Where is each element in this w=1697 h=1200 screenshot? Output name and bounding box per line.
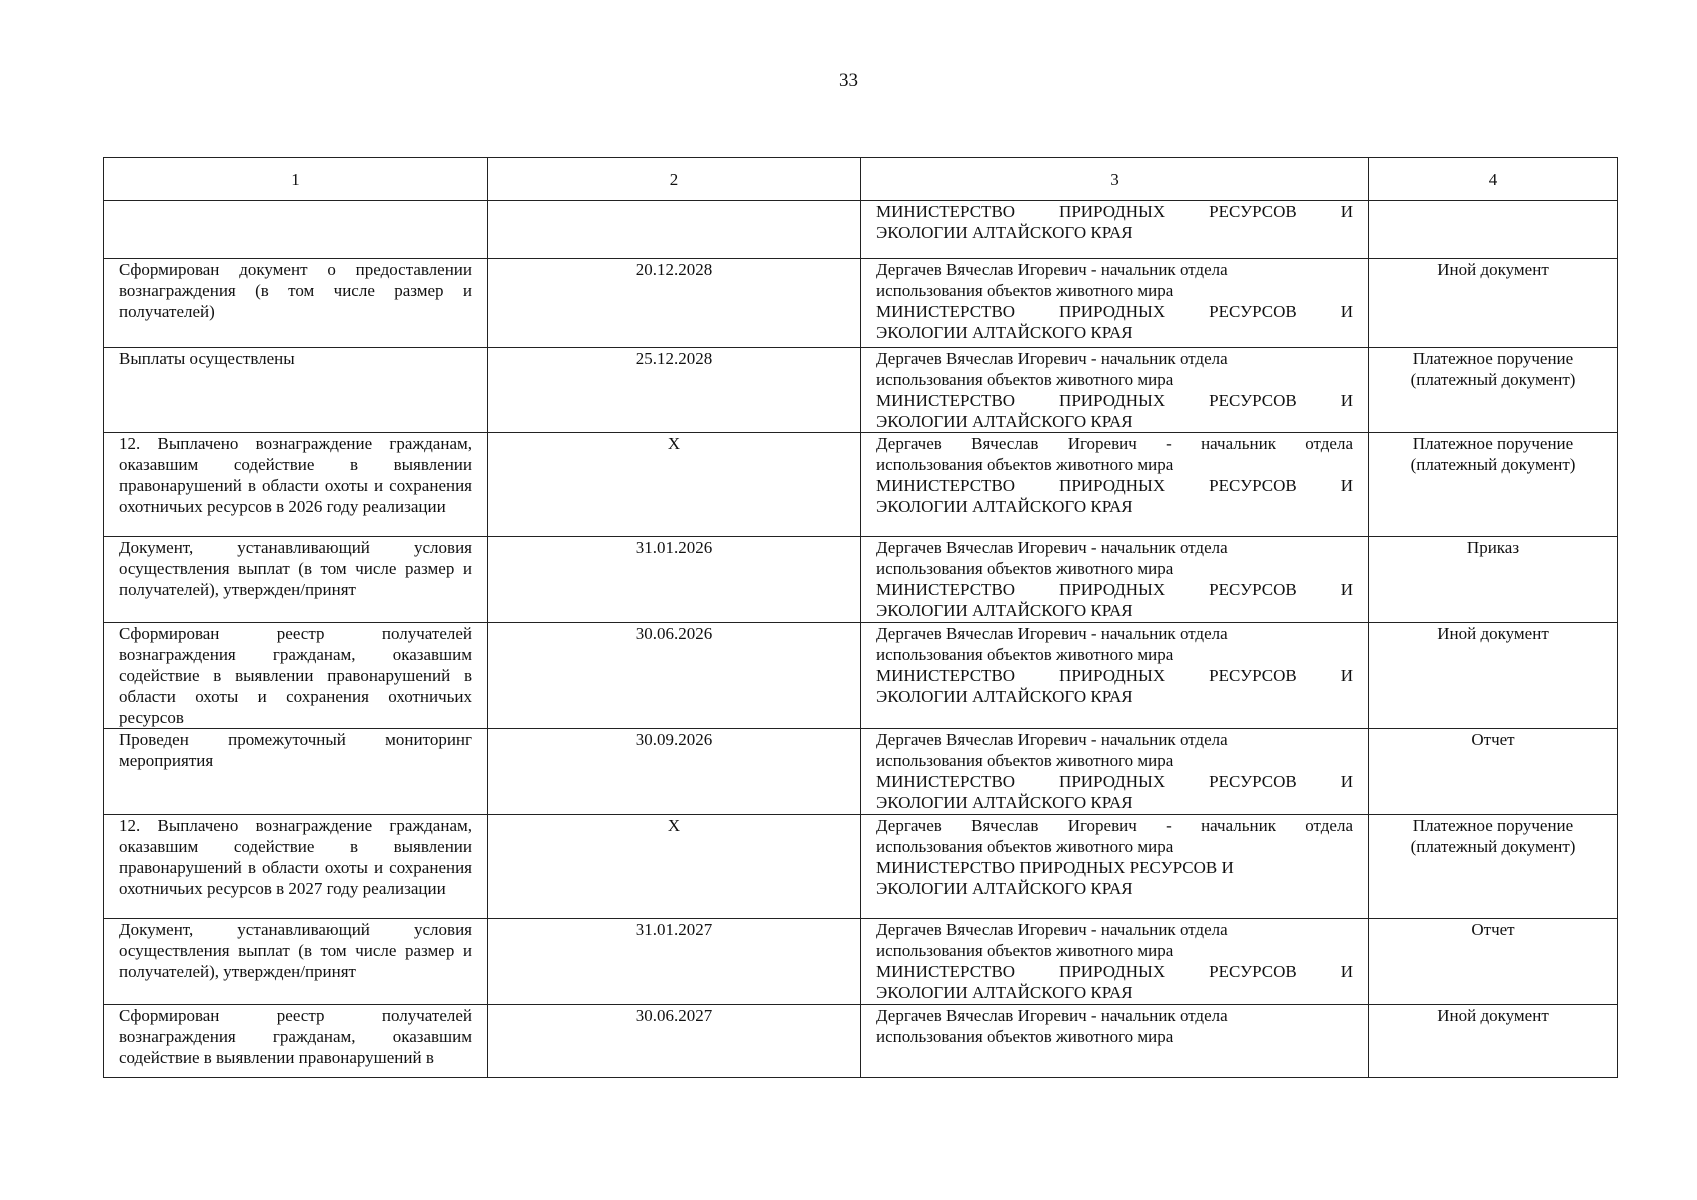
cell-responsible <box>861 815 1369 919</box>
cell-responsible <box>861 259 1369 348</box>
cell-responsible <box>861 537 1369 623</box>
cell-event-name: 12. Выплачено вознаграждение гражданам, оказавшим содействие в выявлении правонарушений в области охоты и сохранения охотничьих ресурсов в 2026 году реализации <box>104 433 488 537</box>
cell-event-name <box>104 201 488 259</box>
cell-document-type: Приказ <box>1369 537 1618 623</box>
responsible-line: использования объектов животного мира <box>876 370 1174 389</box>
table-row <box>104 201 1618 259</box>
cell-document-type: Платежное поручение (платежный документ) <box>1369 815 1618 919</box>
table-row <box>104 348 1618 433</box>
table-row <box>104 623 1618 729</box>
responsible-line: использования объектов животного мира <box>876 837 1174 856</box>
cell-document-type: Иной документ <box>1369 1005 1618 1078</box>
cell-document-type: Платежное поручение (платежный документ) <box>1369 348 1618 433</box>
responsible-line: Дергачев Вячеслав Игоревич - начальник отдела <box>876 1006 1228 1025</box>
responsible-line: Дергачев Вячеслав Игоревич - начальник отдела <box>876 624 1228 643</box>
responsible-line: использования объектов животного мира <box>876 559 1174 578</box>
responsible-line: МИНИСТЕРСТВО ПРИРОДНЫХ РЕСУРСОВ И <box>876 962 1353 981</box>
cell-date <box>488 201 861 259</box>
cell-date: 30.09.2026 <box>488 729 861 815</box>
cell-date: 20.12.2028 <box>488 259 861 348</box>
responsible-line: использования объектов животного мира <box>876 455 1174 474</box>
responsible-line: ЭКОЛОГИИ АЛТАЙСКОГО КРАЯ <box>876 323 1133 342</box>
responsible-line: МИНИСТЕРСТВО ПРИРОДНЫХ РЕСУРСОВ И <box>876 580 1353 599</box>
responsible-line: ЭКОЛОГИИ АЛТАЙСКОГО КРАЯ <box>876 601 1133 620</box>
responsible-line: МИНИСТЕРСТВО ПРИРОДНЫХ РЕСУРСОВ И <box>876 202 1353 221</box>
cell-document-type: Отчет <box>1369 919 1618 1005</box>
cell-event-name: 12. Выплачено вознаграждение гражданам, оказавшим содействие в выявлении правонарушений в области охоты и сохранения охотничьих ресурсов в 2027 году реализации <box>104 815 488 919</box>
cell-date: X <box>488 433 861 537</box>
cell-document-type: Платежное поручение (платежный документ) <box>1369 433 1618 537</box>
cell-responsible <box>861 729 1369 815</box>
cell-event-name: Документ, устанавливающий условия осуществления выплат (в том числе размер и получателей), утвержден/принят <box>104 537 488 623</box>
table-row <box>104 259 1618 348</box>
column-header-2: 2 <box>488 158 861 201</box>
responsible-line: Дергачев Вячеслав Игоревич - начальник отдела <box>876 349 1228 368</box>
cell-event-name: Сформирован документ о предоставлении вознаграждения (в том числе размер и получателей) <box>104 259 488 348</box>
cell-responsible <box>861 433 1369 537</box>
cell-date: 25.12.2028 <box>488 348 861 433</box>
table-row <box>104 433 1618 537</box>
responsible-line: ЭКОЛОГИИ АЛТАЙСКОГО КРАЯ <box>876 497 1133 516</box>
responsible-line: использования объектов животного мира <box>876 941 1174 960</box>
cell-event-name: Сформирован реестр получателей вознаграждения гражданам, оказавшим содействие в выявлении правонарушений в области охоты и сохранения охотничьих ресурсов <box>104 623 488 729</box>
cell-event-name: Сформирован реестр получателей вознаграждения гражданам, оказавшим содействие в выявлении правонарушений в <box>104 1005 488 1078</box>
table-row <box>104 537 1618 623</box>
cell-event-name: Выплаты осуществлены <box>104 348 488 433</box>
responsible-line: ЭКОЛОГИИ АЛТАЙСКОГО КРАЯ <box>876 412 1133 431</box>
page-number: 33 <box>839 70 858 91</box>
responsible-line: Дергачев Вячеслав Игоревич - начальник отдела <box>876 920 1228 939</box>
cell-date: X <box>488 815 861 919</box>
responsible-line: МИНИСТЕРСТВО ПРИРОДНЫХ РЕСУРСОВ И <box>876 858 1234 877</box>
responsible-line: ЭКОЛОГИИ АЛТАЙСКОГО КРАЯ <box>876 223 1133 242</box>
column-header-4: 4 <box>1369 158 1618 201</box>
cell-date: 30.06.2027 <box>488 1005 861 1078</box>
cell-date: 31.01.2027 <box>488 919 861 1005</box>
responsible-line: использования объектов животного мира <box>876 1027 1174 1046</box>
responsible-line: МИНИСТЕРСТВО ПРИРОДНЫХ РЕСУРСОВ И <box>876 476 1353 495</box>
cell-responsible <box>861 201 1369 259</box>
column-header-3: 3 <box>861 158 1369 201</box>
cell-document-type <box>1369 201 1618 259</box>
cell-event-name: Проведен промежуточный мониторинг мероприятия <box>104 729 488 815</box>
header-row <box>104 158 1618 201</box>
responsible-line: Дергачев Вячеслав Игоревич - начальник отдела <box>876 730 1228 749</box>
responsible-line: использования объектов животного мира <box>876 281 1174 300</box>
responsible-line: Дергачев Вячеслав Игоревич - начальник отдела <box>876 434 1353 453</box>
plan-table <box>103 157 1618 1078</box>
responsible-line: Дергачев Вячеслав Игоревич - начальник отдела <box>876 538 1228 557</box>
table-row <box>104 919 1618 1005</box>
cell-responsible <box>861 1005 1369 1078</box>
cell-responsible <box>861 348 1369 433</box>
cell-date: 30.06.2026 <box>488 623 861 729</box>
responsible-line: ЭКОЛОГИИ АЛТАЙСКОГО КРАЯ <box>876 793 1133 812</box>
responsible-line: использования объектов животного мира <box>876 751 1174 770</box>
table-row <box>104 815 1618 919</box>
responsible-line: Дергачев Вячеслав Игоревич - начальник отдела <box>876 816 1353 835</box>
responsible-line: использования объектов животного мира <box>876 645 1174 664</box>
cell-responsible <box>861 919 1369 1005</box>
responsible-line: Дергачев Вячеслав Игоревич - начальник отдела <box>876 260 1228 279</box>
responsible-line: МИНИСТЕРСТВО ПРИРОДНЫХ РЕСУРСОВ И <box>876 391 1353 410</box>
responsible-line: ЭКОЛОГИИ АЛТАЙСКОГО КРАЯ <box>876 983 1133 1002</box>
responsible-line: МИНИСТЕРСТВО ПРИРОДНЫХ РЕСУРСОВ И <box>876 772 1353 791</box>
responsible-line: МИНИСТЕРСТВО ПРИРОДНЫХ РЕСУРСОВ И <box>876 666 1353 685</box>
cell-document-type: Иной документ <box>1369 259 1618 348</box>
responsible-line: ЭКОЛОГИИ АЛТАЙСКОГО КРАЯ <box>876 687 1133 706</box>
table-row <box>104 1005 1618 1078</box>
cell-date: 31.01.2026 <box>488 537 861 623</box>
table-row <box>104 729 1618 815</box>
responsible-line: МИНИСТЕРСТВО ПРИРОДНЫХ РЕСУРСОВ И <box>876 302 1353 321</box>
cell-event-name: Документ, устанавливающий условия осуществления выплат (в том числе размер и получателей), утвержден/принят <box>104 919 488 1005</box>
cell-responsible <box>861 623 1369 729</box>
cell-document-type: Иной документ <box>1369 623 1618 729</box>
column-header-1: 1 <box>104 158 488 201</box>
cell-document-type: Отчет <box>1369 729 1618 815</box>
responsible-line: ЭКОЛОГИИ АЛТАЙСКОГО КРАЯ <box>876 879 1133 898</box>
